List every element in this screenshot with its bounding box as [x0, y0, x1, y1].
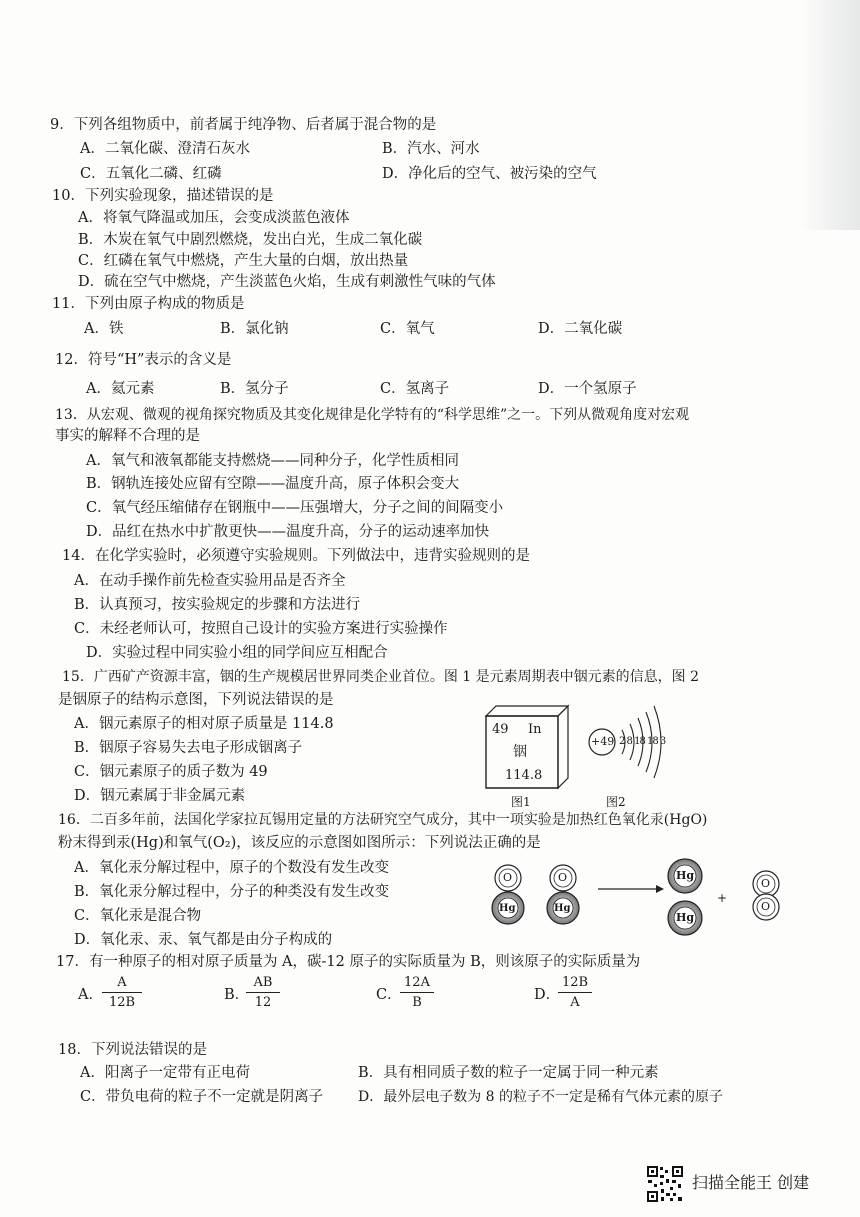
qr-code-graphic — [646, 1165, 684, 1203]
q15-stem-line2: 是铟原子的结构示意图，下列说法错误的是 — [58, 692, 334, 708]
q9-stem: 9．下列各组物质中，前者属于纯净物、后者属于混合物的是 — [50, 117, 437, 133]
q17-option-b-fraction — [246, 974, 280, 1011]
q12-stem: 12．符号“H”表示的含义是 — [55, 352, 232, 368]
numerator: AB — [253, 975, 273, 990]
q11-option-c: C．氧气 — [380, 321, 435, 337]
q11-option-d: D．二氧化碳 — [538, 321, 623, 337]
oxygen-atom-label: O — [761, 900, 771, 913]
q10-option-c: C．红磷在氧气中燃烧，产生大量的白烟，放出热量 — [78, 253, 409, 269]
q12-option-a: A．氦元素 — [86, 381, 155, 397]
q16-option-a: A．氧化汞分解过程中，原子的个数没有发生改变 — [74, 860, 389, 876]
q11-option-b: B．氯化钠 — [220, 321, 289, 337]
q13-option-d: D．品红在热水中扩散更快——温度升高，分子的运动速率加快 — [86, 524, 490, 540]
q17-option-b-label: B． — [224, 987, 250, 1003]
denominator: 12B — [108, 995, 136, 1010]
mercury-atom-label: Hg — [499, 903, 516, 914]
q16-stem-line1: 16．二百多年前，法国化学家拉瓦锡用定量的方法研究空气成分，其中一项实验是加热红色氧化汞(HgO) — [58, 812, 708, 828]
q11-stem: 11．下列由原子构成的物质是 — [52, 296, 245, 312]
q17-option-c-fraction — [400, 974, 434, 1011]
q14-option-a: A．在动手操作前先检查实验用品是否齐全 — [74, 573, 346, 589]
q16-option-d: D．氧化汞、汞、氧气都是由分子构成的 — [74, 932, 333, 948]
indium-element-cell — [478, 700, 574, 792]
q15-option-c: C．铟元素原子的质子数为 49 — [74, 764, 268, 780]
q18-option-c: C．带负电荷的粒子不一定就是阴离子 — [80, 1089, 324, 1105]
q13-option-c: C．氧气经压缩储存在钢瓶中——压强增大，分子之间的间隔变小 — [86, 500, 504, 516]
q10-option-b: B．木炭在氧气中剧烈燃烧，发出白光，生成二氧化碳 — [78, 232, 423, 248]
denominator: B — [412, 995, 422, 1010]
q18-option-d: D．最外层电子数为 8 的粒子不一定是稀有气体元素的原子 — [358, 1089, 724, 1105]
nucleus-charge: +49 — [591, 735, 615, 748]
figure-1-caption: 图1 — [511, 795, 531, 809]
hgo-decomposition-diagram — [488, 856, 788, 940]
q10-stem: 10．下列实验现象，描述错误的是 — [52, 188, 274, 204]
q15-option-b: B．铟原子容易失去电子形成铟离子 — [74, 740, 303, 756]
q17-stem: 17．有一种原子的相对原子质量为 A，碳-12 原子的实际质量为 B，则该原子的实际质量为 — [56, 954, 641, 970]
q17-option-a-label: A． — [78, 987, 103, 1003]
q13-option-a: A．氧气和液氧都能支持燃烧——同种分子，化学性质相同 — [86, 453, 459, 469]
numerator: 12A — [404, 975, 430, 990]
reaction-molecules — [488, 856, 788, 940]
mercury-atom-label: Hg — [676, 869, 695, 882]
q17-option-c-label: C． — [376, 987, 402, 1003]
numerator: 12B — [561, 975, 589, 990]
relative-atomic-mass: 114.8 — [505, 768, 543, 783]
oxygen-atom-label: O — [761, 877, 771, 890]
q17-option-d-label: D． — [534, 987, 561, 1003]
q15-option-d: D．铟元素属于非金属元素 — [74, 788, 246, 804]
scan-edge-shadow — [800, 0, 860, 230]
mercury-atom-label: Hg — [676, 911, 695, 924]
q12-option-b: B．氢分子 — [220, 381, 289, 397]
numerator: A — [117, 975, 127, 990]
fraction-bar — [558, 992, 592, 993]
mercury-atom-label: Hg — [554, 903, 571, 914]
element-symbol: In — [528, 722, 542, 737]
q12-option-c: C．氢离子 — [380, 381, 450, 397]
q14-option-c: C．未经老师认可，按照自己设计的实验方案进行实验操作 — [74, 621, 448, 637]
q16-stem-line2: 粉末得到汞(Hg)和氧气(O₂)，该反应的示意图如图所示：下列说法正确的是 — [58, 835, 541, 851]
q9-option-d: D．净化后的空气、被污染的空气 — [382, 166, 597, 182]
scanner-watermark: 扫描全能王 创建 — [692, 1173, 810, 1192]
q17-option-d-fraction — [558, 974, 592, 1011]
q9-option-b: B．汽水、河水 — [382, 141, 480, 157]
q17-option-a-fraction — [102, 974, 142, 1011]
q13-stem-line1: 13．从宏观、微观的视角探究物质及其变化规律是化学特有的“科学思维”之一。下列从微观角度对宏观 — [55, 407, 690, 423]
q14-option-d: D．实验过程中同实验小组的同学间应互相配合 — [86, 645, 388, 661]
shell-electrons: 2 8 18 18 3 — [619, 736, 666, 747]
q11-option-a: A．铁 — [84, 321, 124, 337]
q18-stem: 18．下列说法错误的是 — [58, 1042, 207, 1058]
q18-option-b: B．具有相同质子数的粒子一定属于同一种元素 — [358, 1065, 659, 1081]
oxygen-atom-label: O — [503, 871, 513, 884]
q13-stem-line2: 事实的解释不合理的是 — [55, 428, 200, 444]
q9-option-c: C．五氧化二磷、红磷 — [80, 166, 222, 182]
q14-stem: 14．在化学实验时，必须遵守实验规则。下列做法中，违背实验规则的是 — [62, 548, 530, 564]
fraction-bar — [246, 992, 280, 993]
fraction-bar — [400, 992, 434, 993]
q9-option-a: A．二氧化碳、澄清石灰水 — [80, 141, 250, 157]
denominator: A — [570, 995, 580, 1010]
fraction-bar — [102, 992, 142, 993]
q16-option-c: C．氧化汞是混合物 — [74, 908, 202, 924]
plus-sign: + — [717, 891, 728, 905]
qr-code-icon — [646, 1165, 684, 1203]
denominator: 12 — [254, 995, 272, 1010]
indium-atom-structure — [586, 704, 672, 788]
element-name: 铟 — [513, 744, 527, 760]
q10-option-a: A．将氧气降温或加压，会变成淡蓝色液体 — [78, 210, 350, 226]
q14-option-b: B．认真预习，按实验规定的步骤和方法进行 — [74, 597, 361, 613]
figure-2-caption: 图2 — [606, 795, 626, 809]
q15-option-a: A．铟元素原子的相对原子质量是 114.8 — [74, 716, 334, 732]
q15-stem-line1: 15．广西矿产资源丰富，铟的生产规模居世界同类企业首位。图 1 是元素周期表中铟元素的信息，图 2 — [62, 669, 699, 685]
atomic-number: 49 — [492, 722, 509, 737]
oxygen-atom-label: O — [558, 871, 568, 884]
q12-option-d: D．一个氢原子 — [538, 381, 637, 397]
q18-option-a: A．阳离子一定带有正电荷 — [80, 1065, 250, 1081]
q10-option-d: D．硫在空气中燃烧，产生淡蓝色火焰，生成有刺激性气味的气体 — [78, 274, 496, 290]
q16-option-b: B．氧化汞分解过程中，分子的种类没有发生改变 — [74, 884, 390, 900]
q13-option-b: B．钢轨连接处应留有空隙——温度升高，原子体积会变大 — [86, 476, 460, 492]
